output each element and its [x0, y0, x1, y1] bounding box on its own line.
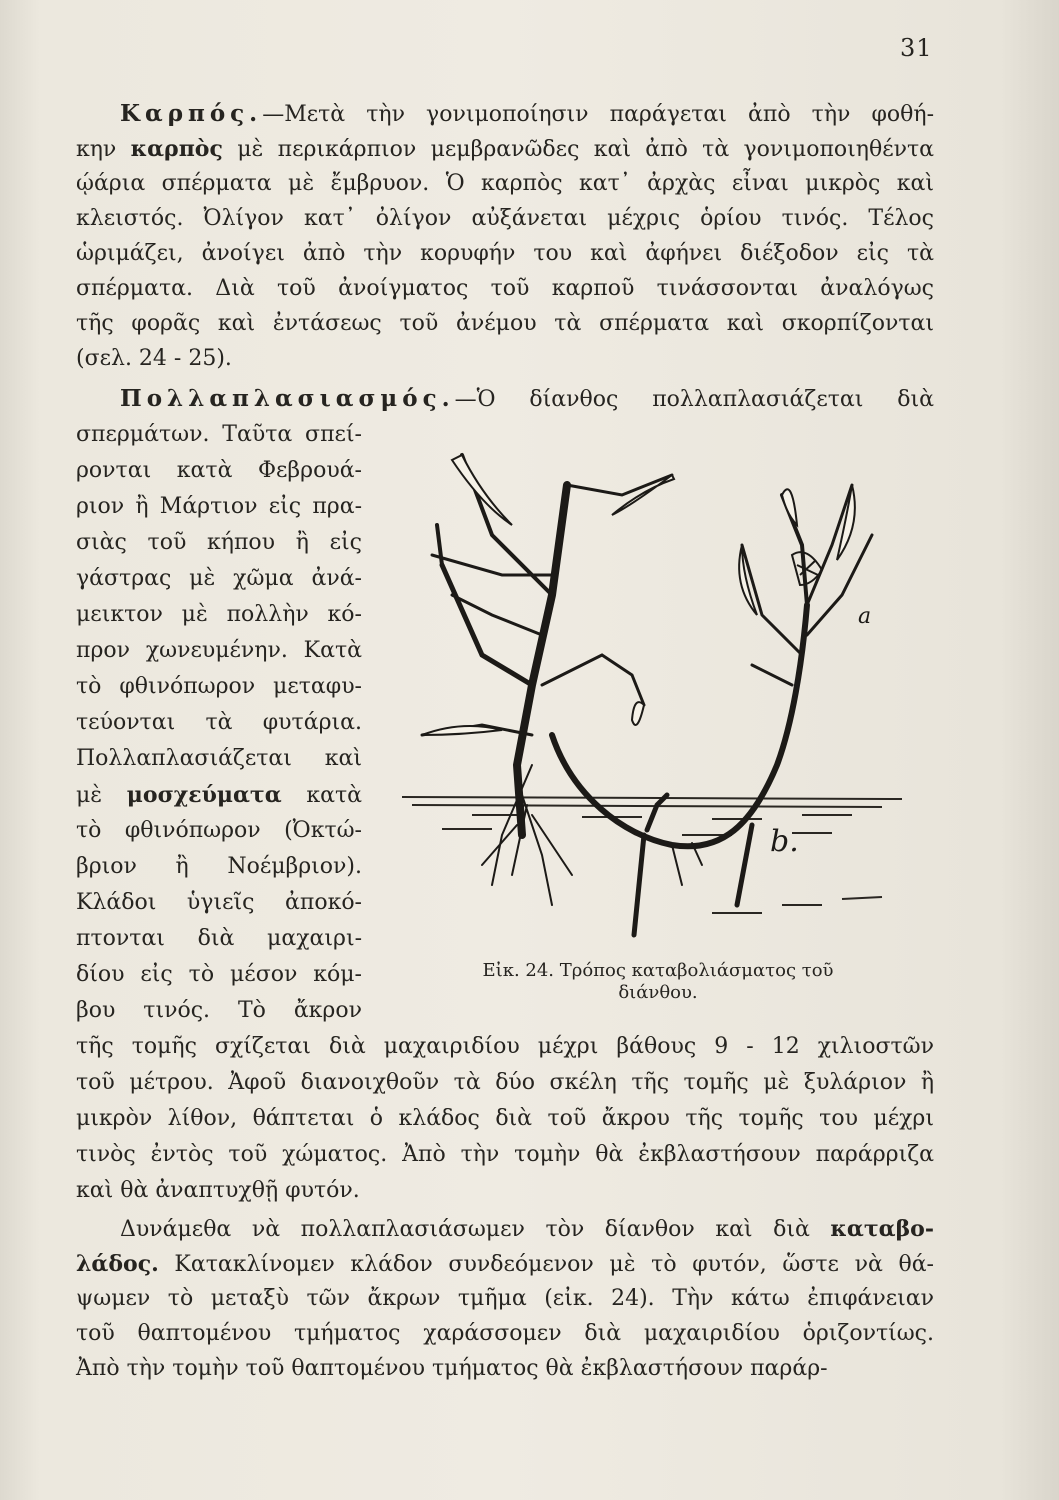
- text-line: [76, 1177, 934, 1205]
- caption-line: Εἰκ. 24. Τρόπος καταβολιάσματος τοῦ: [482, 960, 834, 981]
- text-line: [76, 1250, 934, 1279]
- text-run: μὲ περικάρπιον μεμβρανῶδες καὶ ἀπὸ τὰ γονιμοποιηθέντα: [222, 137, 934, 162]
- text-line: [76, 853, 362, 881]
- text-line: [76, 565, 362, 593]
- text-line: [76, 275, 934, 303]
- text-run: ψωμεν τὸ μεταξὺ τῶν ἄκρων τμῆμα (εἰκ. 24). Τὴν κάτω ἐπιφάνειαν: [76, 1286, 934, 1311]
- text-line: [76, 205, 934, 233]
- text-line: [76, 529, 362, 557]
- text-line: [76, 1355, 934, 1383]
- text-line: [76, 637, 362, 665]
- figure-carnation-layering: [382, 435, 942, 955]
- text-run: τινὸς ἐντὸς τοῦ χώματος. Ἀπὸ τὴν τομὴν θὰ ἐκβλαστήσουν παράρριζα: [76, 1142, 934, 1167]
- text-line: [76, 170, 934, 198]
- text-line: [76, 457, 362, 485]
- text-run: Πολλαπλασιάζεται καὶ: [76, 746, 362, 771]
- text-run: —Μετὰ τὴν γονιμοποίησιν παράγεται ἀπὸ τὴν φοθή-: [262, 102, 934, 127]
- bold-term: λάδος.: [76, 1251, 159, 1277]
- text-run: —Ὁ δίανθος πολλαπλασιάζεται διὰ: [454, 387, 934, 412]
- text-run: δίου εἰς τὸ μέσον κόμ-: [76, 962, 362, 987]
- text-run: πτονται διὰ μαχαιρι-: [76, 926, 362, 951]
- text-line: [76, 1069, 934, 1097]
- text-line: [76, 1105, 934, 1133]
- figure-label-a: a: [858, 604, 872, 629]
- text-run: ὡριμάζει, ἀνοίγει ἀπὸ τὴν κορυφήν του καὶ ἀφήνει διέξοδον εἰς τὰ: [76, 241, 934, 266]
- text-line: [76, 1320, 934, 1348]
- page-number: 31: [900, 34, 933, 62]
- text-run: τεύονται τὰ φυτάρια.: [76, 710, 362, 735]
- figure-label-b: b.: [770, 824, 799, 859]
- section-heading: Πολλαπλασιασμός.: [120, 385, 455, 412]
- text-line: [76, 135, 934, 164]
- text-line: [76, 310, 934, 338]
- text-run: Ἀπὸ τὴν τομὴν τοῦ θαπτομένου τμήματος θὰ ἐκβλαστήσουν παράρ-: [76, 1356, 828, 1381]
- text-line: [76, 601, 362, 629]
- text-run: καὶ θὰ ἀναπτυχθῇ φυτόν.: [76, 1178, 360, 1203]
- text-line: [76, 1215, 934, 1244]
- section-heading: Καρπός.: [120, 100, 263, 127]
- text-line: [76, 709, 362, 737]
- text-line: [76, 1141, 934, 1169]
- text-run: ρονται κατὰ Φεβρουά-: [76, 458, 362, 483]
- text-run: μὲ: [76, 783, 127, 808]
- text-line: [76, 493, 362, 521]
- text-run: τοῦ θαπτομένου τμήματος χαράσσομεν διὰ μαχαιριδίου ὁριζοντίως.: [76, 1321, 934, 1346]
- text-line: [76, 345, 934, 373]
- text-run: κην: [76, 137, 131, 162]
- text-line: [76, 997, 362, 1025]
- text-run: τὸ φθινόπωρον μεταφυ-: [76, 674, 362, 699]
- text-run: τῆς φορᾶς καὶ ἐντάσεως τοῦ ἀνέμου τὰ σπέρματα καὶ σκορπίζονται: [76, 311, 934, 336]
- caption-line: διάνθου.: [618, 982, 698, 1003]
- text-line: [76, 100, 934, 129]
- text-run: (σελ. 24 - 25).: [76, 346, 232, 371]
- bold-term: καρπὸς: [130, 136, 223, 162]
- text-run: μεικτον μὲ πολλὴν κό-: [76, 602, 362, 627]
- text-line: [76, 781, 362, 810]
- text-line: [76, 817, 362, 845]
- text-run: βου τινός. Τὸ ἄκρον: [76, 998, 362, 1023]
- text-run: τοῦ μέτρου. Ἀφοῦ διανοιχθοῦν τὰ δύο σκέλη τῆς τομῆς μὲ ξυλάριον ἢ: [76, 1070, 934, 1095]
- text-run: κατὰ: [281, 783, 362, 808]
- text-run: σπέρματα. Διὰ τοῦ ἀνοίγματος τοῦ καρποῦ τινάσσονται ἀναλόγως: [76, 276, 934, 301]
- text-run: Κατακλίνομεν κλάδον συνδεόμενον μὲ τὸ φυτόν, ὥστε νὰ θά-: [158, 1252, 934, 1277]
- text-run: γάστρας μὲ χῶμα ἀνά-: [76, 566, 362, 591]
- text-line: [76, 889, 362, 917]
- text-run: προν χωνευμένην. Κατὰ: [76, 638, 362, 663]
- text-line: [76, 421, 362, 449]
- text-run: τῆς τομῆς σχίζεται διὰ μαχαιριδίου μέχρι βάθους 9 - 12 χιλιοστῶν: [76, 1034, 934, 1059]
- text-run: κλειστός. Ὀλίγον κατ᾽ ὀλίγον αὐξάνεται μέχρις ὁρίου τινός. Τέλος: [76, 206, 934, 231]
- text-line: [76, 240, 934, 268]
- text-run: Κλάδοι ὑγιεῖς ἀποκό-: [76, 890, 362, 915]
- text-run: ῴάρια σπέρματα μὲ ἔμβρυον. Ὁ καρπὸς κατ᾽ ἀρχὰς εἶναι μικρὸς καὶ: [76, 171, 934, 196]
- bold-term: μοσχεύματα: [126, 782, 282, 808]
- text-run: τὸ φθινόπωρον (Ὀκτώ-: [76, 818, 362, 843]
- text-line: [76, 925, 362, 953]
- text-run: μικρὸν λίθον, θάπτεται ὁ κλάδος διὰ τοῦ ἄκρου τῆς τομῆς του μέχρι: [76, 1106, 934, 1131]
- text-run: Δυνάμεθα νὰ πολλαπλασιάσωμεν τὸν δίανθον καὶ διὰ: [120, 1217, 831, 1242]
- text-run: ριον ἢ Μάρτιον εἰς πρα-: [76, 494, 362, 519]
- text-run: σιὰς τοῦ κήπου ἢ εἰς: [76, 530, 362, 555]
- figure-caption: [448, 960, 868, 1004]
- bold-term: καταβο-: [830, 1216, 934, 1242]
- text-line: [76, 1033, 934, 1061]
- text-run: βριον ἢ Νοέμβριον).: [76, 854, 362, 879]
- text-run: σπερμάτων. Ταῦτα σπεί-: [76, 422, 362, 447]
- text-line: [76, 385, 934, 414]
- text-line: [76, 673, 362, 701]
- text-line: [76, 1285, 934, 1313]
- text-line: [76, 745, 362, 773]
- text-line: [76, 961, 362, 989]
